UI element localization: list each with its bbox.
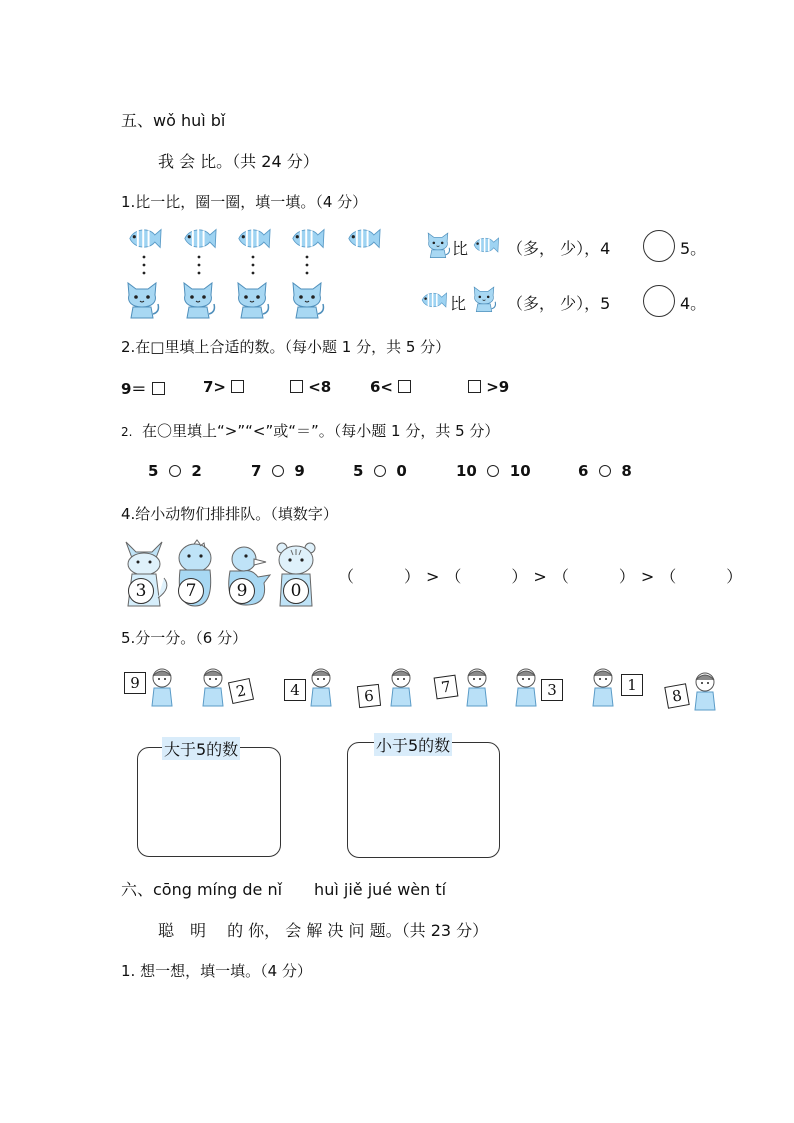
question-2-label: 2.在□里填上合适的数。（每小题 1 分，共 5 分） — [121, 338, 451, 356]
compare-item: 5 0 — [353, 462, 407, 480]
answer-box[interactable] — [398, 380, 411, 393]
answer-ring[interactable] — [272, 465, 284, 477]
number-card[interactable]: 9 — [124, 672, 146, 694]
cat-icon — [178, 280, 218, 320]
sort-box-greater[interactable] — [137, 747, 281, 857]
number-card[interactable]: 2 — [228, 678, 254, 704]
choice-text: （多， 少），5 — [507, 294, 611, 313]
section-6-subtitle: 聪 明 的 你， 会 解 决 问 题。（共 23 分） — [158, 921, 489, 940]
fish-icon — [182, 226, 218, 251]
fish-icon — [127, 226, 163, 251]
compare-word: 比 — [452, 239, 469, 258]
child-icon — [588, 666, 618, 710]
answer-box[interactable] — [231, 380, 244, 393]
sort-box-less-label: 小于5的数 — [374, 733, 452, 756]
answer-circle[interactable] — [643, 285, 675, 317]
answer-box[interactable] — [152, 382, 165, 395]
answer-ring[interactable] — [487, 465, 499, 477]
ordering-answer-line[interactable]: （ ）>（ ）>（ ）>（ ） — [338, 567, 749, 586]
cat-icon — [287, 280, 327, 320]
compare-item: 7 9 — [251, 462, 305, 480]
fill-item: 6< — [370, 378, 411, 396]
cat-icon — [424, 231, 452, 259]
compare-item: 5 2 — [148, 462, 202, 480]
choice-text: （多， 少），4 — [507, 239, 611, 258]
cat-icon — [470, 285, 498, 313]
number-card[interactable]: 1 — [621, 674, 643, 696]
fish-icon — [420, 290, 448, 310]
child-icon — [147, 666, 177, 710]
section-6-question-1-label: 1. 想一想，填一填。（4 分） — [121, 962, 312, 980]
animal-number: 9 — [229, 578, 255, 604]
cat-icon — [232, 280, 272, 320]
question-4-label: 4.给小动物们排排队。（填数字） — [121, 505, 338, 523]
cat-icon — [122, 280, 162, 320]
child-icon — [511, 666, 541, 710]
compare-item: 10 10 — [456, 462, 531, 480]
fill-item: 9＝ — [121, 378, 165, 399]
number-card[interactable]: 8 — [664, 683, 689, 708]
child-icon — [462, 666, 492, 710]
animal-number: 3 — [128, 578, 154, 604]
fish-icon — [290, 226, 326, 251]
number-card[interactable]: 6 — [357, 684, 381, 708]
fill-item: >9 — [468, 378, 509, 396]
child-icon — [306, 666, 336, 710]
child-icon — [690, 670, 720, 714]
answer-ring[interactable] — [599, 465, 611, 477]
fill-item: <8 — [290, 378, 331, 396]
fish-icon — [472, 235, 500, 255]
question-3-label: 2. 在〇里填上“>”“<”或“＝”。（每小题 1 分，共 5 分） — [121, 422, 500, 440]
question-1-label: 1.比一比，圈一圈，填一填。（4 分） — [121, 193, 368, 211]
section-5-title: 五、wǒ huì bǐ — [121, 111, 226, 130]
fish-icon — [346, 226, 382, 251]
compare-end: 5。 — [680, 239, 707, 258]
compare-end: 4。 — [680, 294, 707, 313]
answer-circle[interactable] — [643, 230, 675, 262]
section-6-title: 六、cōng míng de nǐ huì jiě jué wèn tí — [121, 880, 447, 899]
question-5-label: 5.分一分。（6 分） — [121, 629, 248, 647]
sort-box-greater-label: 大于5的数 — [162, 737, 240, 760]
compare-word: 比 — [450, 294, 467, 313]
animal-number: 7 — [178, 578, 204, 604]
child-icon — [386, 666, 416, 710]
child-icon — [198, 666, 228, 710]
compare-item: 6 8 — [578, 462, 632, 480]
fill-item: 7> — [203, 378, 244, 396]
fish-icon — [236, 226, 272, 251]
number-card[interactable]: 3 — [541, 679, 563, 701]
sort-box-less[interactable] — [347, 742, 500, 858]
answer-ring[interactable] — [169, 465, 181, 477]
answer-box[interactable] — [468, 380, 481, 393]
number-card[interactable]: 4 — [284, 679, 306, 701]
number-card[interactable]: 7 — [434, 675, 459, 700]
answer-ring[interactable] — [374, 465, 386, 477]
animal-number: 0 — [283, 578, 309, 604]
answer-box[interactable] — [290, 380, 303, 393]
section-5-subtitle: 我 会 比。（共 24 分） — [158, 152, 319, 171]
